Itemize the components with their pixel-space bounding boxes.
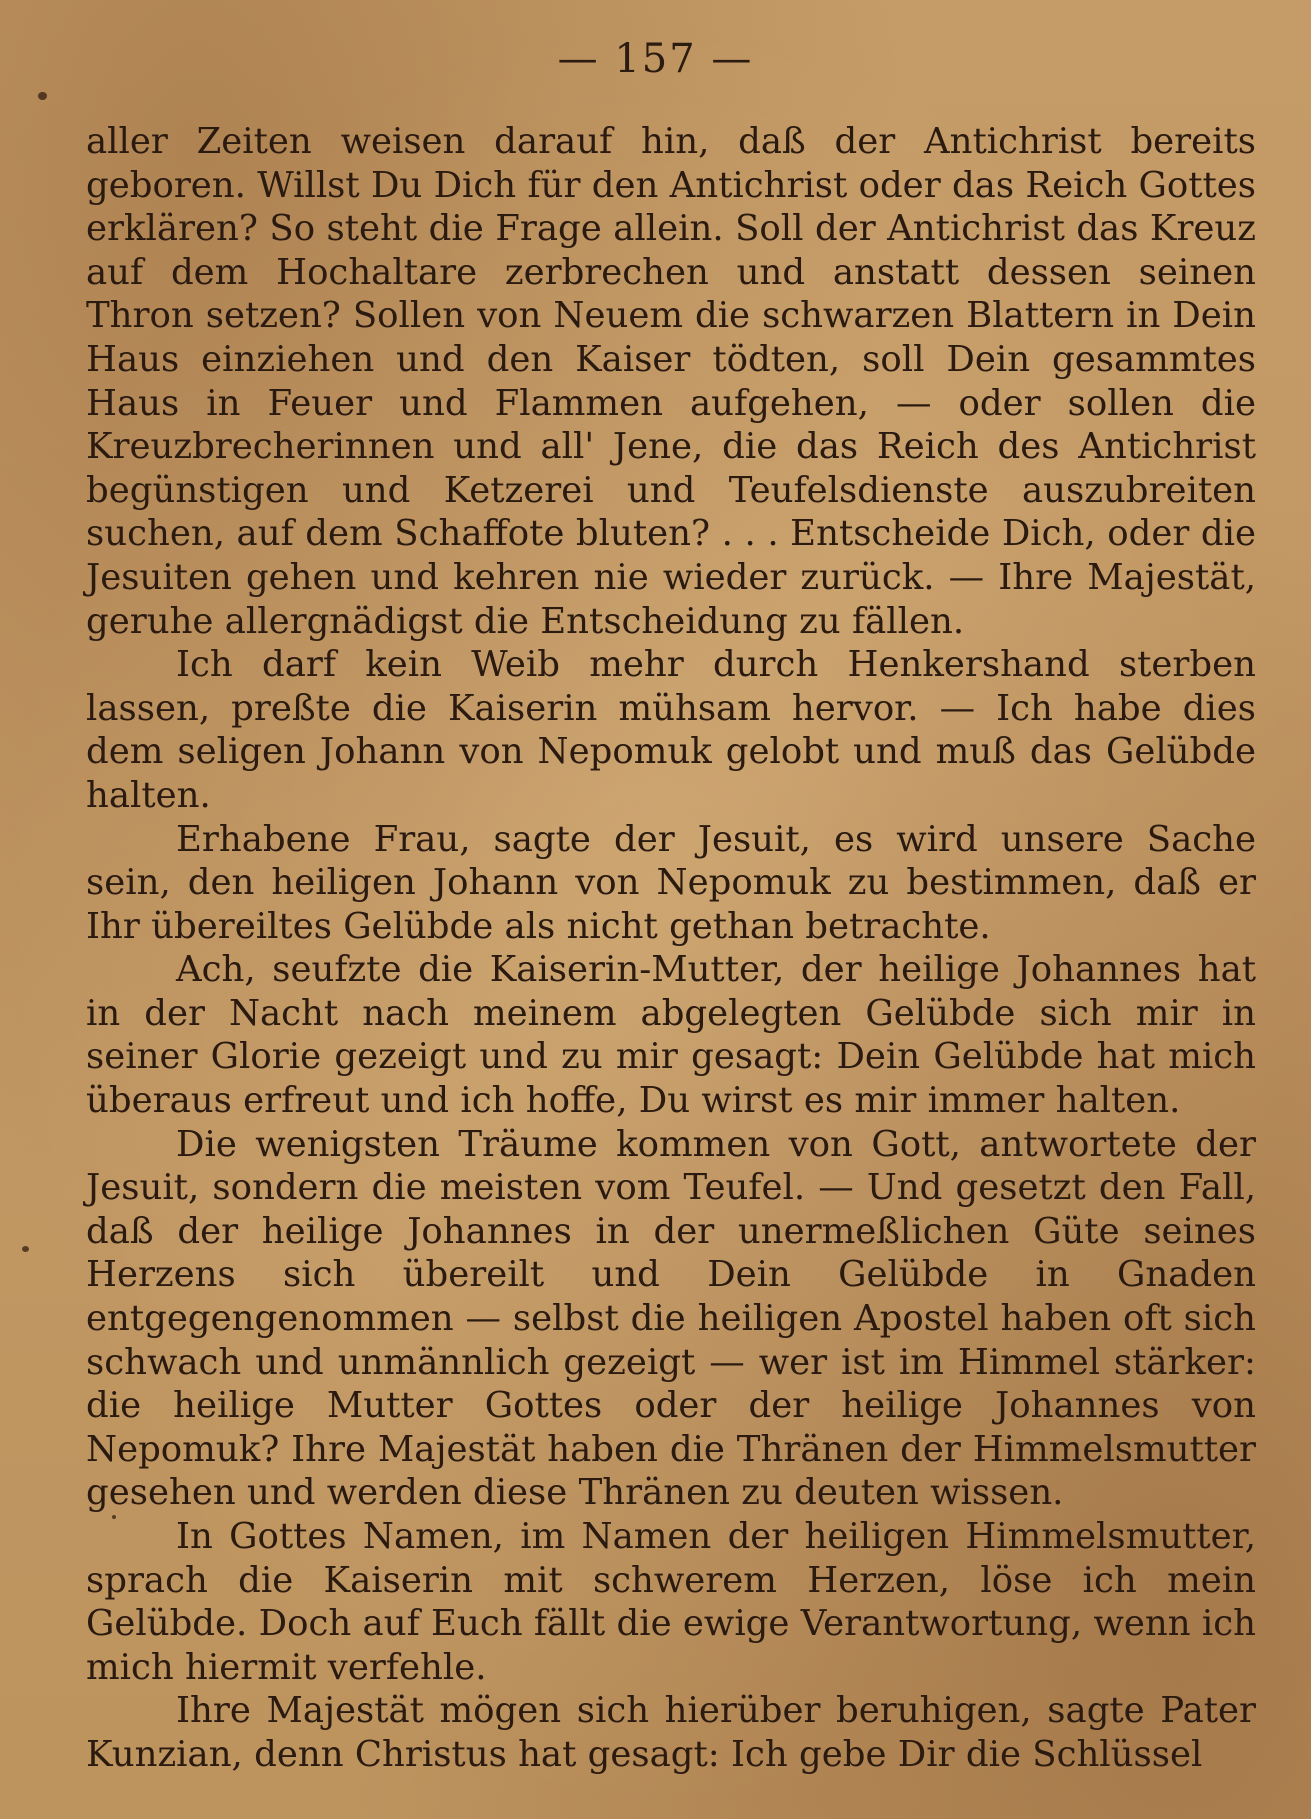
ink-speck: [38, 92, 47, 100]
paragraph: Erhabene Frau, sagte der Jesuit, es wird unsere Sache sein, den heiligen Johann von Nepomuk zu bestimmen, daß er Ihr übereiltes Gelübde als nicht gethan betrachte.: [86, 818, 1256, 947]
paragraph: Ach, seufzte die Kaiserin-Mutter, der heilige Johannes hat in der Nacht nach meinem abgelegten Gelübde sich mir in seiner Glorie gezeigt und zu mir gesagt: Dein Gelübde hat mich überaus erfreut und ich hoffe, Du wirst es mir immer halten.: [86, 949, 1256, 1122]
paragraph: Ihre Majestät mögen sich hierüber beruhigen, sagte Pater Kunzian, denn Christus hat gesagt: Ich gebe Dir die Schlüssel: [86, 1690, 1256, 1775]
body-text: [86, 120, 1256, 1777]
ink-speck: [22, 1246, 29, 1252]
page-number: — 157 —: [557, 36, 754, 82]
paragraph: Ich darf kein Weib mehr durch Henkershand sterben lassen, preßte die Kaiserin mühsam hervor. — Ich habe dies dem seligen Johann von Nepomuk gelobt und muß das Gelübde halten.: [86, 644, 1256, 816]
paragraph: In Gottes Namen, im Namen der heiligen Himmelsmutter, sprach die Kaiserin mit schwerem Herzen, löse ich mein Gelübde. Doch auf Euch fällt die ewige Verantwortung, wenn ich mich hiermit verfehle.: [86, 1516, 1256, 1688]
paragraph: Die wenigsten Träume kommen von Gott, antwortete der Jesuit, sondern die meisten vom Teufel. — Und gesetzt den Fall, daß der heilige Johannes in der unermeßlichen Güte seines Herzens sich übereilt und Dein Gelübde in Gnaden entgegengenommen — selbst die heiligen Apostel haben oft sich schwach und unmännlich gezeigt — wer ist im Himmel stärker: die heilige Mutter Gottes oder der heilige Johannes von Nepomuk? Ihre Majestät haben die Thränen der Himmelsmutter gesehen und werden diese Thränen zu deuten wissen.: [86, 1123, 1256, 1514]
paragraph: aller Zeiten weisen darauf hin, daß der Antichrist bereits geboren. Willst Du Dich für den Antichrist oder das Reich Gottes erklären? So steht die Frage allein. Soll der Antichrist das Kreuz auf dem Hochaltare zerbrechen und anstatt dessen seinen Thron setzen? Sollen von Neuem die schwarzen Blattern in Dein Haus einziehen und den Kaiser tödten, soll Dein gesammtes Haus in Feuer und Flammen aufgehen, — oder sollen die Kreuzbrecherinnen und all' Jene, die das Reich des Antichrist begünstigen und Ketzerei und Teufelsdienste auszubreiten suchen, auf dem Schaffote bluten? . . . Entscheide Dich, oder die Jesuiten gehen und kehren nie wieder zurück. — Ihre Majestät, geruhe allergnädigst die Entscheidung zu fällen.: [86, 121, 1256, 642]
